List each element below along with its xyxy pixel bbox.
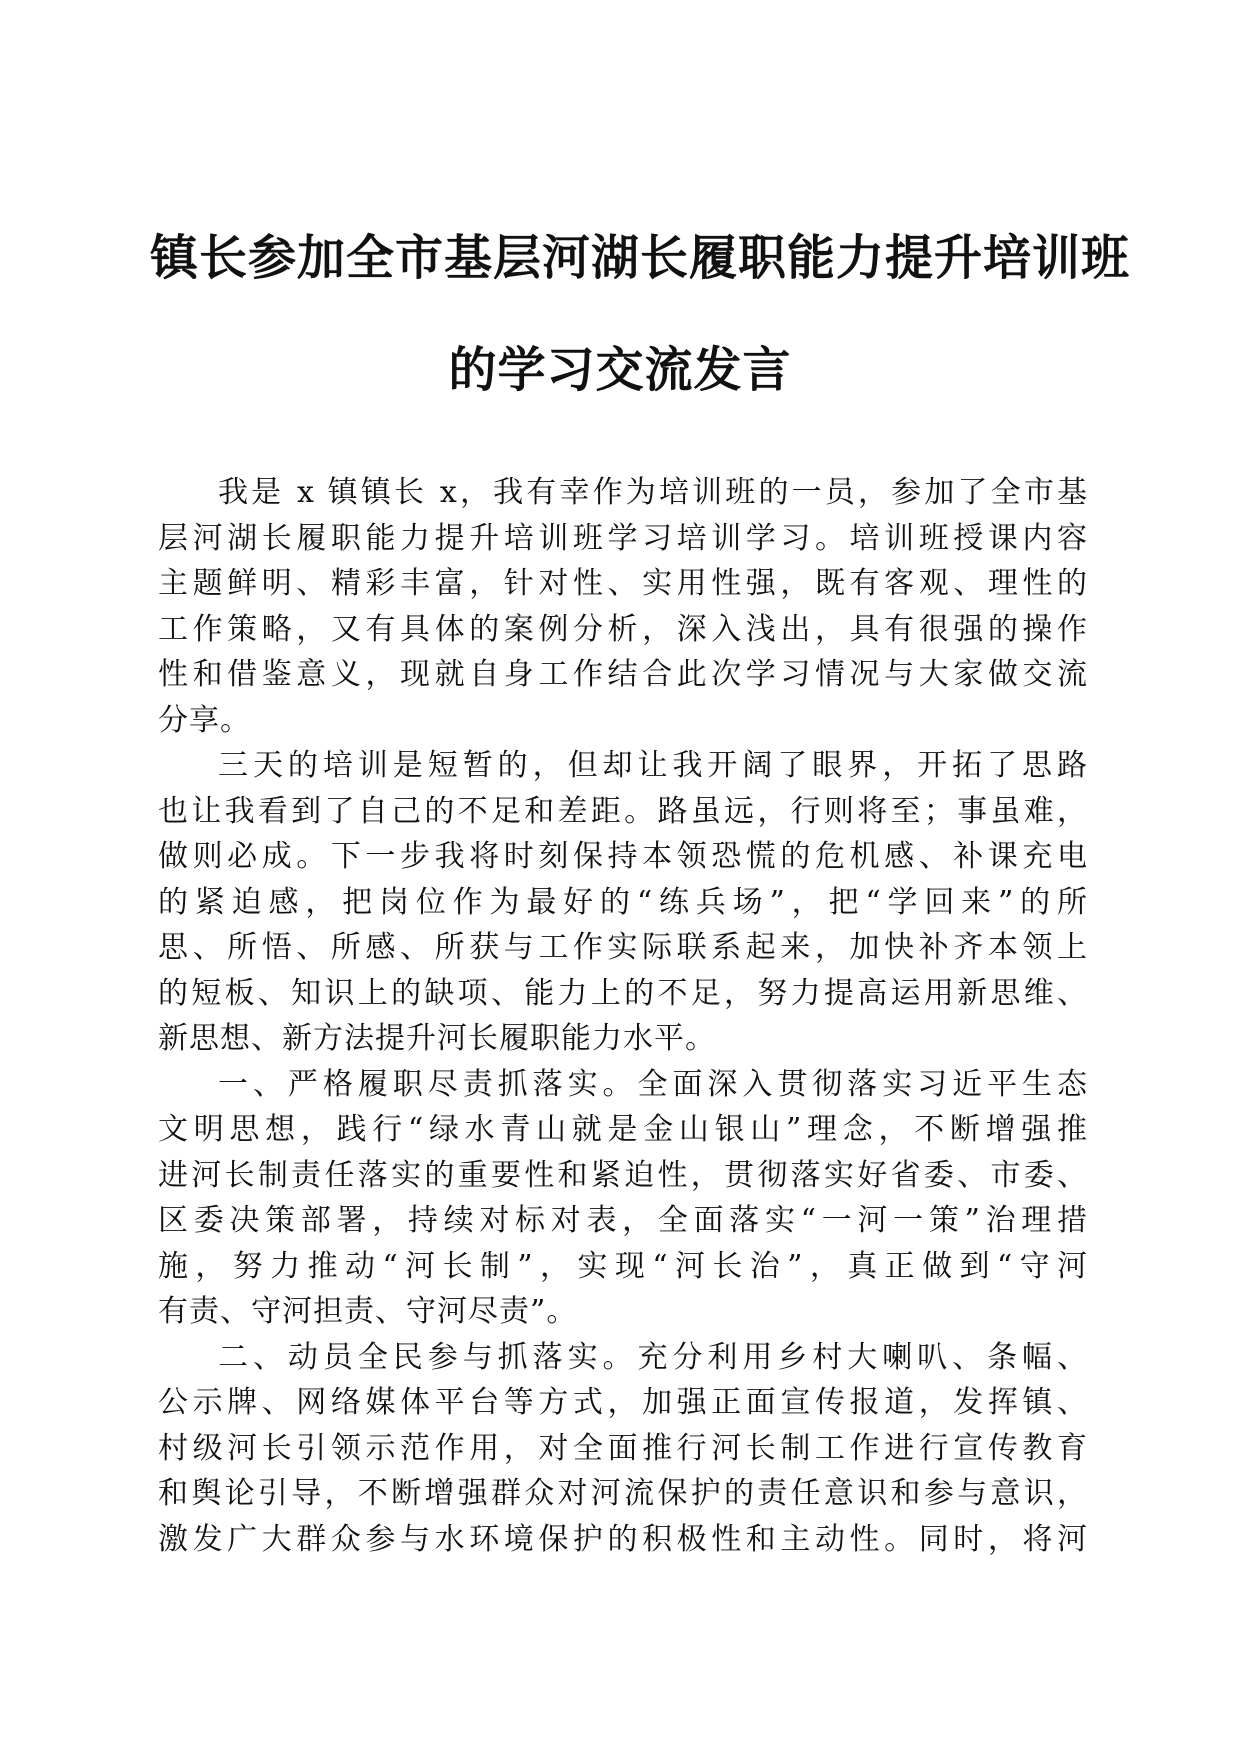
paragraph-line: 主题鲜明、精彩丰富，针对性、实用性强，既有客观、理性的 bbox=[158, 566, 1088, 601]
paragraph-intro bbox=[158, 470, 1088, 743]
paragraph-line: 也让我看到了自己的不足和差距。路虽远，行则将至；事虽难， bbox=[158, 793, 1088, 829]
paragraph-line: 二、动员全民参与抓落实。充分利用乡村大喇叭、条幅、 bbox=[218, 1339, 1088, 1375]
paragraph-line: 激发广大群众参与水环境保护的积极性和主动性。同时，将河 bbox=[158, 1521, 1088, 1557]
title-line-1: 镇长参加全市基层河湖长履职能力提升培训班 bbox=[150, 230, 1131, 286]
paragraph-line: 进河长制责任落实的重要性和紧迫性，贯彻落实好省委、市委、 bbox=[158, 1157, 1088, 1193]
paragraph-line: 有责、守河担责、守河尽责”。 bbox=[158, 1294, 578, 1329]
paragraph-line: 公示牌、网络媒体平台等方式，加强正面宣传报道，发挥镇、 bbox=[158, 1385, 1088, 1420]
document-body bbox=[158, 470, 1088, 1562]
paragraph-line: 文明思想，践行“绿水青山就是金山银山”理念，不断增强推 bbox=[158, 1112, 1088, 1147]
paragraph-section-two bbox=[158, 1335, 1088, 1563]
paragraph-line: 工作策略，又有具体的案例分析，深入浅出，具有很强的操作 bbox=[158, 611, 1088, 647]
paragraph-section-one bbox=[158, 1062, 1088, 1335]
paragraph-line: 村级河长引领示范作用，对全面推行河长制工作进行宣传教育 bbox=[158, 1430, 1088, 1466]
paragraph-line: 性和借鉴意义，现就自身工作结合此次学习情况与大家做交流 bbox=[158, 657, 1088, 692]
paragraph-line: 一、严格履职尽责抓落实。全面深入贯彻落实习近平生态 bbox=[218, 1066, 1088, 1102]
paragraph-line: 的紧迫感，把岗位作为最好的“练兵场”，把“学回来”的所 bbox=[158, 884, 1088, 920]
paragraph-line: 三天的培训是短暂的，但却让我开阔了眼界，开拓了思路 bbox=[218, 748, 1088, 783]
paragraph-line: 做则必成。下一步我将时刻保持本领恐慌的危机感、补课充电 bbox=[158, 839, 1088, 874]
paragraph-line: 施，努力推动“河长制”，实现“河长治”，真正做到“守河 bbox=[158, 1248, 1088, 1284]
paragraph-line: 分享。 bbox=[158, 702, 251, 738]
paragraph-line: 和舆论引导，不断增强群众对河流保护的责任意识和参与意识， bbox=[158, 1476, 1088, 1511]
paragraph-line: 思、所悟、所感、所获与工作实际联系起来，加快补齐本领上 bbox=[158, 930, 1088, 965]
title-line-2: 的学习交流发言 bbox=[448, 342, 792, 398]
document-title bbox=[150, 228, 1131, 400]
paragraph-line: 层河湖长履职能力提升培训班学习培训学习。培训班授课内容 bbox=[158, 520, 1088, 556]
paragraph-line: 的短板、知识上的缺项、能力上的不足，努力提高运用新思维、 bbox=[158, 975, 1088, 1011]
paragraph-line: 新思想、新方法提升河长履职能力水平。 bbox=[158, 1021, 716, 1056]
paragraph-reflection bbox=[158, 743, 1088, 1062]
paragraph-line: 区委决策部署，持续对标对表，全面落实“一河一策”治理措 bbox=[158, 1203, 1088, 1238]
paragraph-line: 我是 x 镇镇长 x，我有幸作为培训班的一员，参加了全市基 bbox=[218, 475, 1088, 510]
